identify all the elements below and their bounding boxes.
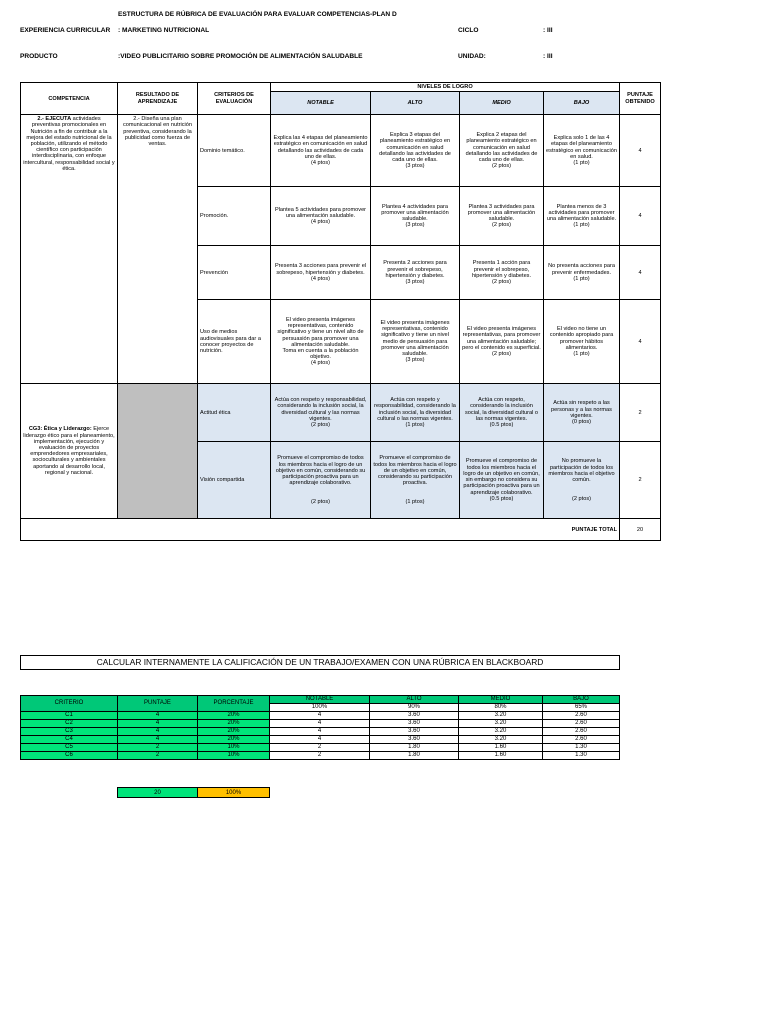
total-row	[21, 519, 661, 541]
competencia-2: CG3: Ética y Liderazgo: Ejerce liderazgo ético para el planeamiento, implementación, ejecución y evaluación de proyectos emprendedores empresariales, socioculturales y ambientales aportando al desarrollo local, regional y nacional.	[21, 384, 118, 519]
alto-cell: Actúa con respeto y responsabilidad, considerando la inclusión social, la diversidad cultural o las normas vigentes. (1 ptos)	[371, 384, 460, 442]
calc-notable: 4	[270, 736, 370, 744]
criterio-cell: Uso de medios audiovisuales para dar a conocer proyectos de nutrición.	[198, 300, 271, 384]
producto-value: :VIDEO PUBLICITARIO SOBRE PROMOCIÓN DE ALIMENTACIÓN SALUDABLE	[118, 53, 363, 60]
calc-puntaje: 4	[118, 728, 198, 736]
calc-porcentaje: 20%	[198, 720, 270, 728]
calc-pct-notable: 100%	[270, 704, 370, 712]
calc-bajo: 2.60	[543, 728, 620, 736]
document-title: ESTRUCTURA DE RÚBRICA DE EVALUACIÓN PARA EVALUAR COMPETENCIAS-PLAN D	[118, 11, 397, 18]
bajo-cell: No promueve la participación de todos los miembros hacia el objetivo común. (2 ptos)	[544, 442, 620, 519]
puntaje-cell: 4	[620, 187, 661, 246]
table-row	[21, 744, 620, 752]
header-competencia: COMPETENCIA	[21, 83, 118, 115]
calc-alto: 1.80	[370, 744, 459, 752]
criterio-cell: Promoción.	[198, 187, 271, 246]
calc-porcentaje: 20%	[198, 736, 270, 744]
criterio-cell: Actitud ética	[198, 384, 271, 442]
calc-criterio: C1	[21, 712, 118, 720]
calc-header-criterio: CRITERIO	[21, 696, 118, 712]
unidad-label: UNIDAD:	[458, 53, 486, 60]
calc-porcentaje: 10%	[198, 744, 270, 752]
notable-cell: Explica las 4 etapas del planeamiento estratégico en comunicación en salud detallando las actividades de cada uno de ellas. (4 ptos)	[271, 115, 371, 187]
bajo-cell: El video no tiene un contenido apropiado para promover hábitos alimentarios. (1 pto)	[544, 300, 620, 384]
calc-header-porcentaje: PORCENTAJE	[198, 696, 270, 712]
bajo-cell: Plantea menos de 3 actividades para promover una alimentación saludable. (1 pto)	[544, 187, 620, 246]
puntaje-cell: 4	[620, 300, 661, 384]
calc-total-porcentaje: 100%	[198, 788, 270, 798]
puntaje-cell: 2	[620, 442, 661, 519]
notable-cell: Actúa con respeto y responsabilidad, considerando la inclusión social, la diversidad cultural y las normas vigentes. (2 ptos)	[271, 384, 371, 442]
level-bajo: BAJO	[544, 92, 620, 115]
calc-criterio: C4	[21, 736, 118, 744]
ciclo-label: CICLO	[458, 27, 479, 34]
producto-label: PRODUCTO	[20, 53, 58, 60]
calc-medio: 3.20	[459, 720, 543, 728]
calc-notable: 2	[270, 752, 370, 760]
alto-cell: Promueve el compromiso de todos los miembros hacia el logro de un objetivo en común, considerando su participación proactiva. (1 ptos)	[371, 442, 460, 519]
calc-notable: 4	[270, 720, 370, 728]
alto-cell: Presenta 2 acciones para prevenir el sobrepeso, hipertensión y diabetes. (3 ptos)	[371, 246, 460, 300]
calc-notable: 4	[270, 712, 370, 720]
notable-cell: Plantea 5 actividades para promover una alimentación saludable. (4 ptos)	[271, 187, 371, 246]
table-row	[21, 115, 661, 187]
calc-puntaje: 4	[118, 720, 198, 728]
calc-pct-bajo: 65%	[543, 704, 620, 712]
calc-total-puntaje: 20	[118, 788, 198, 798]
resultado-1: 2.- Diseña una plan comunicacional en nutrición preventiva, considerando la publicidad como fuerza de ventas.	[118, 115, 198, 384]
puntaje-cell: 4	[620, 115, 661, 187]
notable-cell: El video presenta imágenes representativas, contenido significativo y tiene un nivel alto de persuasión para promover una alimentación saludable. Toma en cuenta a la población objetivo. (4 ptos)	[271, 300, 371, 384]
total-label: PUNTAJE TOTAL	[21, 519, 620, 541]
puntaje-cell: 4	[620, 246, 661, 300]
calc-puntaje: 4	[118, 712, 198, 720]
calc-puntaje: 2	[118, 752, 198, 760]
table-row	[21, 736, 620, 744]
table-row	[21, 712, 620, 720]
medio-cell: Promueve el compromiso de todos los miembros hacia el logro de un objetivo en común, sin embargo no considera su participación proactiva para un aprendizaje colaborativo. (0.5 ptos)	[460, 442, 544, 519]
ciclo-value: : III	[543, 27, 553, 34]
competencia-1: 2.- EJECUTA actividades preventivas promocionales en Nutrición a fin de contribuir a la mejora del estado nutricional de la población, utilizando el método científico con participación interdisciplinaria, con enfoque intercultural, responsabilidad social y ética.	[21, 115, 118, 384]
medio-cell: El video presenta imágenes representativas, para promover una alimentación saludable; pero el contenido es superficial. (2 ptos)	[460, 300, 544, 384]
calc-header-medio: MEDIO	[459, 696, 543, 704]
calc-bajo: 2.60	[543, 720, 620, 728]
table-row	[21, 728, 620, 736]
bajo-cell: No presenta acciones para prevenir enfermedades. (1 pto)	[544, 246, 620, 300]
calc-header-bajo: BAJO	[543, 696, 620, 704]
calc-bajo: 2.60	[543, 736, 620, 744]
exp-curricular-label: EXPERIENCIA CURRICULAR	[20, 27, 111, 34]
calc-alto: 3.60	[370, 728, 459, 736]
calc-notable: 2	[270, 744, 370, 752]
medio-cell: Plantea 3 actividades para promover una alimentación saludable. (2 ptos)	[460, 187, 544, 246]
calc-medio: 3.20	[459, 736, 543, 744]
alto-cell: Plantea 4 actividades para promover una alimentación saludable. (3 ptos)	[371, 187, 460, 246]
calc-table	[20, 695, 620, 760]
calc-porcentaje: 20%	[198, 728, 270, 736]
level-alto: ALTO	[371, 92, 460, 115]
calc-medio: 3.20	[459, 728, 543, 736]
calc-banner: CALCULAR INTERNAMENTE LA CALIFICACIÓN DE UN TRABAJO/EXAMEN CON UNA RÚBRICA EN BLACKBOARD	[20, 655, 620, 670]
calc-header-notable: NOTABLE	[270, 696, 370, 704]
calc-criterio: C3	[21, 728, 118, 736]
criterio-cell: Prevención	[198, 246, 271, 300]
calc-porcentaje: 20%	[198, 712, 270, 720]
rubric-table	[20, 82, 661, 541]
calc-bajo: 1.30	[543, 744, 620, 752]
unidad-value: : III	[543, 53, 553, 60]
calc-puntaje: 4	[118, 736, 198, 744]
calc-bajo: 1.30	[543, 752, 620, 760]
header-criterios: CRITERIOS DE EVALUACIÓN	[198, 83, 271, 115]
calc-pct-medio: 80%	[459, 704, 543, 712]
calc-criterio: C5	[21, 744, 118, 752]
level-medio: MEDIO	[460, 92, 544, 115]
calc-bajo: 2.60	[543, 712, 620, 720]
exp-curricular-value: : MARKETING NUTRICIONAL	[118, 27, 210, 34]
level-notable: NOTABLE	[271, 92, 371, 115]
calc-criterio: C2	[21, 720, 118, 728]
calc-medio: 1.60	[459, 744, 543, 752]
calc-header-alto: ALTO	[370, 696, 459, 704]
table-row	[21, 384, 661, 442]
calc-medio: 1.60	[459, 752, 543, 760]
notable-cell: Promueve el compromiso de todos los miembros hacia el logro de un objetivo en común, considerando su participación proactiva para un aprendizaje colaborativo. (2 ptos)	[271, 442, 371, 519]
calc-puntaje: 2	[118, 744, 198, 752]
header-puntaje: PUNTAJE OBTENIDO	[620, 83, 661, 115]
medio-cell: Actúa con respeto, considerando la inclusión social, la diversidad cultural o las normas vigentes. (0.5 ptos)	[460, 384, 544, 442]
header-niveles: NIVELES DE LOGRO	[271, 83, 620, 92]
total-value: 20	[620, 519, 661, 541]
medio-cell: Presenta 1 acción para prevenir el sobrepeso, hipertensión y diabetes. (2 ptos)	[460, 246, 544, 300]
calc-pct-alto: 90%	[370, 704, 459, 712]
bajo-cell: Actúa sin respeto a las personas y a las normas vigentes. (0 ptos)	[544, 384, 620, 442]
alto-cell: El video presenta imágenes representativas, contenido significativo y tiene un nivel medio de persuasión para promover una alimentación saludable. (3 ptos)	[371, 300, 460, 384]
calc-alto: 3.60	[370, 720, 459, 728]
header-resultado: RESULTADO DE APRENDIZAJE	[118, 83, 198, 115]
bajo-cell: Explica solo 1 de las 4 etapas del planeamiento estratégico en comunicación en salud. (1 pto)	[544, 115, 620, 187]
calc-medio: 3.20	[459, 712, 543, 720]
calc-criterio: C6	[21, 752, 118, 760]
calc-alto: 3.60	[370, 736, 459, 744]
alto-cell: Explica 3 etapas del planeamiento estratégico en comunicación en salud detallando las actividades de cada uno de ellas. (3 ptos)	[371, 115, 460, 187]
notable-cell: Presenta 3 acciones para prevenir el sobrepeso, hipertensión y diabetes. (4 ptos)	[271, 246, 371, 300]
calc-alto: 3.60	[370, 712, 459, 720]
resultado-2-empty	[118, 384, 198, 519]
calc-porcentaje: 10%	[198, 752, 270, 760]
calc-notable: 4	[270, 728, 370, 736]
table-row	[21, 752, 620, 760]
calc-alto: 1.80	[370, 752, 459, 760]
criterio-cell: Visión compartida	[198, 442, 271, 519]
criterio-cell: Dominio temático.	[198, 115, 271, 187]
medio-cell: Explica 2 etapas del planeamiento estratégico en comunicación en salud detallando las actividades de cada uno de ellas. (2 ptos)	[460, 115, 544, 187]
calc-header-puntaje: PUNTAJE	[118, 696, 198, 712]
table-row	[21, 720, 620, 728]
calc-totals	[117, 787, 270, 798]
puntaje-cell: 2	[620, 384, 661, 442]
